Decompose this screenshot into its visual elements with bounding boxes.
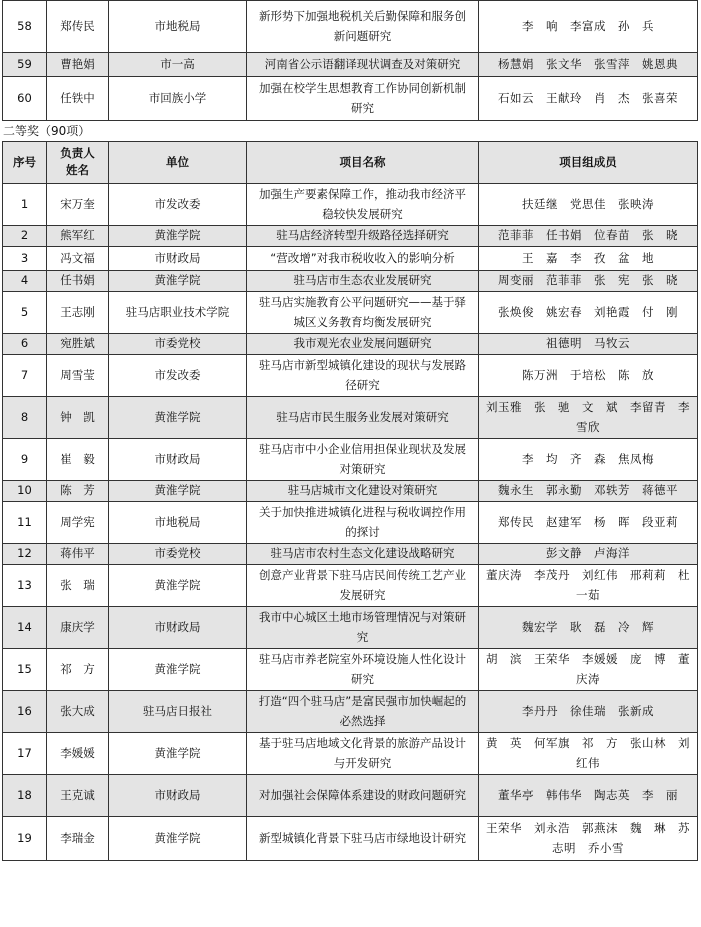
cell-members: 李 响 李富成 孙 兵	[479, 1, 698, 53]
table-row	[3, 77, 698, 121]
previous-award-table-body	[3, 1, 698, 121]
cell-no: 16	[3, 691, 47, 733]
cell-members: 祖德明 马牧云	[479, 334, 698, 355]
cell-leader: 周雪莹	[47, 355, 109, 397]
cell-unit: 市发改委	[109, 184, 247, 226]
cell-no: 10	[3, 481, 47, 502]
cell-unit: 驻马店职业技术学院	[109, 292, 247, 334]
cell-unit: 黄淮学院	[109, 226, 247, 247]
cell-unit: 黄淮学院	[109, 565, 247, 607]
cell-members: 李丹丹 徐佳瑞 张新成	[479, 691, 698, 733]
cell-unit: 市财政局	[109, 247, 247, 271]
cell-members: 魏宏学 耿 磊 冷 辉	[479, 607, 698, 649]
cell-unit: 黄淮学院	[109, 817, 247, 861]
cell-unit: 黄淮学院	[109, 271, 247, 292]
cell-title: 驻马店实施教育公平问题研究——基于驿城区义务教育均衡发展研究	[247, 292, 479, 334]
cell-leader: 李媛媛	[47, 733, 109, 775]
table-row	[3, 775, 698, 817]
cell-title: “营改增”对我市税收收入的影响分析	[247, 247, 479, 271]
cell-members: 王荣华 刘永浩 郭燕沫 魏 琳 苏志明 乔小雪	[479, 817, 698, 861]
cell-title: 新型城镇化背景下驻马店市绿地设计研究	[247, 817, 479, 861]
cell-members: 黄 英 何军旗 祁 方 张山林 刘红伟	[479, 733, 698, 775]
cell-leader: 宛胜斌	[47, 334, 109, 355]
header-leader-text: 负责人姓名	[60, 145, 95, 177]
cell-no: 4	[3, 271, 47, 292]
cell-members: 刘玉雅 张 驰 文 斌 李留青 李雪欣	[479, 397, 698, 439]
cell-leader: 周学宪	[47, 502, 109, 544]
cell-members: 张焕俊 姚宏春 刘艳霞 付 刚	[479, 292, 698, 334]
cell-title: 加强生产要素保障工作，推动我市经济平稳较快发展研究	[247, 184, 479, 226]
cell-leader: 任书娟	[47, 271, 109, 292]
previous-award-table	[2, 0, 698, 121]
cell-unit: 黄淮学院	[109, 397, 247, 439]
cell-no: 3	[3, 247, 47, 271]
cell-leader: 王克诚	[47, 775, 109, 817]
cell-leader: 任铁中	[47, 77, 109, 121]
table-row	[3, 439, 698, 481]
cell-unit: 市财政局	[109, 439, 247, 481]
cell-leader: 康庆学	[47, 607, 109, 649]
cell-no: 12	[3, 544, 47, 565]
cell-title: 我市观光农业发展问题研究	[247, 334, 479, 355]
cell-title: 驻马店市新型城镇化建设的现状与发展路径研究	[247, 355, 479, 397]
cell-leader: 宋万奎	[47, 184, 109, 226]
cell-no: 6	[3, 334, 47, 355]
cell-no: 59	[3, 53, 47, 77]
table-row	[3, 649, 698, 691]
header-title: 项目名称	[247, 142, 479, 184]
cell-title: 打造“四个驻马店”是富民强市加快崛起的必然选择	[247, 691, 479, 733]
cell-no: 11	[3, 502, 47, 544]
cell-title: 驻马店城市文化建设对策研究	[247, 481, 479, 502]
cell-members: 胡 滨 王荣华 李媛媛 庞 博 董庆涛	[479, 649, 698, 691]
cell-no: 13	[3, 565, 47, 607]
cell-no: 7	[3, 355, 47, 397]
cell-unit: 市委党校	[109, 544, 247, 565]
table-header-row	[3, 142, 698, 184]
table-row	[3, 502, 698, 544]
table-row	[3, 733, 698, 775]
cell-title: 加强在校学生思想教育工作协同创新机制研究	[247, 77, 479, 121]
table-row	[3, 271, 698, 292]
cell-no: 58	[3, 1, 47, 53]
table-row	[3, 53, 698, 77]
table-row	[3, 334, 698, 355]
table-row	[3, 691, 698, 733]
cell-title: 我市中心城区土地市场管理情况与对策研究	[247, 607, 479, 649]
cell-title: 驻马店市农村生态文化建设战略研究	[247, 544, 479, 565]
cell-members: 陈万洲 于培松 陈 放	[479, 355, 698, 397]
table-row	[3, 607, 698, 649]
cell-title: 驻马店市中小企业信用担保业现状及发展对策研究	[247, 439, 479, 481]
cell-members: 魏永生 郭永勤 邓轶芳 蒋德平	[479, 481, 698, 502]
cell-title: 河南省公示语翻译现状调查及对策研究	[247, 53, 479, 77]
cell-members: 范菲菲 任书娟 位春苗 张 晓	[479, 226, 698, 247]
cell-leader: 郑传民	[47, 1, 109, 53]
cell-title: 创意产业背景下驻马店民间传统工艺产业发展研究	[247, 565, 479, 607]
cell-unit: 黄淮学院	[109, 649, 247, 691]
cell-unit: 市回族小学	[109, 77, 247, 121]
cell-members: 郑传民 赵建军 杨 晖 段亚莉	[479, 502, 698, 544]
cell-no: 19	[3, 817, 47, 861]
cell-leader: 蒋伟平	[47, 544, 109, 565]
table-row	[3, 247, 698, 271]
cell-leader: 李瑞金	[47, 817, 109, 861]
cell-unit: 黄淮学院	[109, 481, 247, 502]
header-no: 序号	[3, 142, 47, 184]
cell-unit: 市财政局	[109, 607, 247, 649]
cell-unit: 驻马店日报社	[109, 691, 247, 733]
cell-no: 2	[3, 226, 47, 247]
cell-unit: 市发改委	[109, 355, 247, 397]
cell-unit: 市委党校	[109, 334, 247, 355]
cell-members: 杨慧娟 张文华 张雪萍 姚恩典	[479, 53, 698, 77]
table-row	[3, 292, 698, 334]
cell-leader: 张大成	[47, 691, 109, 733]
cell-leader: 熊军红	[47, 226, 109, 247]
cell-title: 新形势下加强地税机关后勤保障和服务创新问题研究	[247, 1, 479, 53]
cell-unit: 市地税局	[109, 1, 247, 53]
cell-no: 60	[3, 77, 47, 121]
cell-unit: 市财政局	[109, 775, 247, 817]
cell-leader: 祁 方	[47, 649, 109, 691]
header-members: 项目组成员	[479, 142, 698, 184]
second-prize-table	[2, 141, 698, 861]
cell-members: 石如云 王献玲 肖 杰 张喜荣	[479, 77, 698, 121]
cell-unit: 市一高	[109, 53, 247, 77]
cell-title: 驻马店市民生服务业发展对策研究	[247, 397, 479, 439]
cell-members: 王 嘉 李 孜 盆 地	[479, 247, 698, 271]
table-row	[3, 565, 698, 607]
cell-leader: 曹艳娟	[47, 53, 109, 77]
cell-no: 15	[3, 649, 47, 691]
cell-no: 17	[3, 733, 47, 775]
table-row	[3, 226, 698, 247]
cell-title: 驻马店市养老院室外环境设施人性化设计研究	[247, 649, 479, 691]
table-row	[3, 184, 698, 226]
cell-leader: 王志刚	[47, 292, 109, 334]
cell-members: 周变丽 范菲菲 张 宪 张 晓	[479, 271, 698, 292]
cell-no: 18	[3, 775, 47, 817]
section-title: 二等奖（90项）	[3, 124, 91, 138]
cell-title: 驻马店经济转型升级路径选择研究	[247, 226, 479, 247]
cell-members: 董庆涛 李茂丹 刘红伟 邢莉莉 杜一茹	[479, 565, 698, 607]
cell-no: 14	[3, 607, 47, 649]
cell-no: 9	[3, 439, 47, 481]
table-row	[3, 397, 698, 439]
table-row	[3, 817, 698, 861]
cell-members: 扶廷继 党思佳 张映涛	[479, 184, 698, 226]
cell-no: 5	[3, 292, 47, 334]
cell-leader: 冯文福	[47, 247, 109, 271]
cell-members: 董华亭 韩伟华 陶志英 李 丽	[479, 775, 698, 817]
table-row	[3, 544, 698, 565]
cell-leader: 崔 毅	[47, 439, 109, 481]
cell-leader: 张 瑞	[47, 565, 109, 607]
table-row	[3, 355, 698, 397]
cell-title: 基于驻马店地域文化背景的旅游产品设计与开发研究	[247, 733, 479, 775]
table-row	[3, 1, 698, 53]
cell-members: 彭文静 卢海洋	[479, 544, 698, 565]
cell-unit: 市地税局	[109, 502, 247, 544]
cell-title: 对加强社会保障体系建设的财政问题研究	[247, 775, 479, 817]
cell-leader: 钟 凯	[47, 397, 109, 439]
header-leader	[47, 142, 109, 184]
cell-leader: 陈 芳	[47, 481, 109, 502]
cell-title: 关于加快推进城镇化进程与税收调控作用的探讨	[247, 502, 479, 544]
cell-members: 李 均 齐 森 焦凤梅	[479, 439, 698, 481]
header-unit: 单位	[109, 142, 247, 184]
second-prize-table-body	[3, 184, 698, 861]
table-row	[3, 481, 698, 502]
cell-unit: 黄淮学院	[109, 733, 247, 775]
cell-title: 驻马店市生态农业发展研究	[247, 271, 479, 292]
cell-no: 8	[3, 397, 47, 439]
cell-no: 1	[3, 184, 47, 226]
